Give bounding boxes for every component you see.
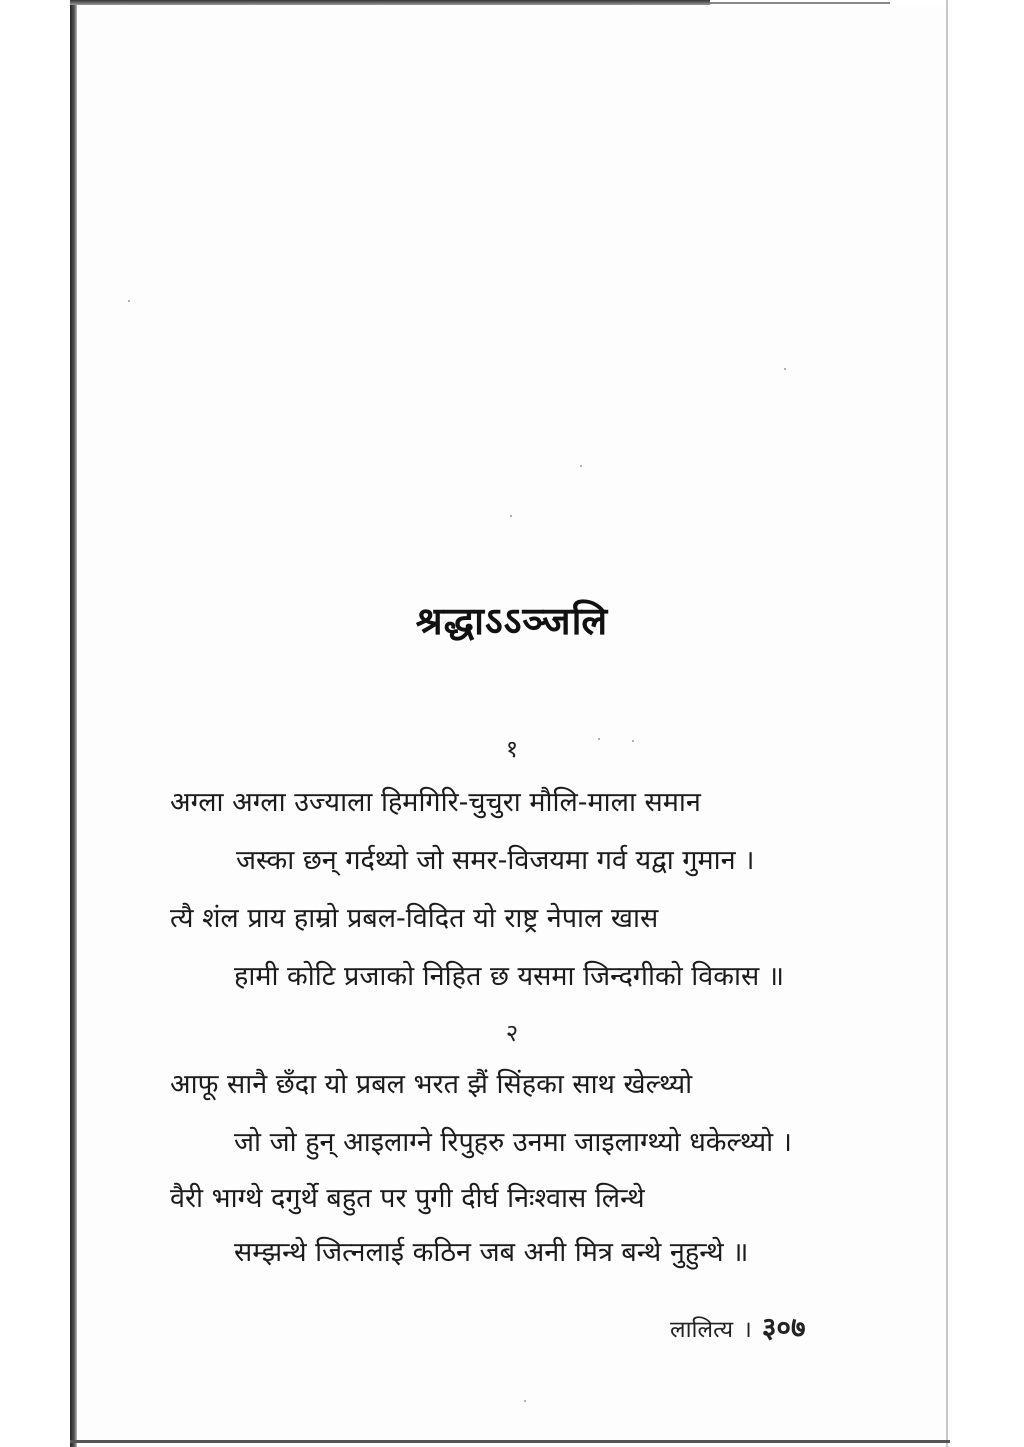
scan-speck [524,1400,526,1402]
footer-separator: । [743,1317,752,1343]
verse-line: जो जो हुन् आइलाग्ने रिपुहरु उनमा जाइलाग्थ्यो धकेल्थ्यो । [234,1127,792,1158]
stanza-number: १ [505,735,519,763]
page-edge-bottom [70,1440,950,1443]
page-edge-right [946,0,948,1447]
verse-line: अग्ला अग्ला उज्याला हिमगिरि-चुचुरा मौलि-माला समान [170,787,701,818]
verse-line: जस्का छन् गर्दथ्यो जो समर-विजयमा गर्व यद्वा गुमान । [236,845,755,876]
page-edge-top [70,0,710,5]
scan-speck [510,515,512,517]
page-edge-left [70,0,77,1447]
page-edge-top-right [710,2,890,4]
paper-sheet [78,6,948,1447]
page-footer [670,1308,806,1346]
verse-line: सम्झन्थे जित्नलाई कठिन जब अनी मित्र बन्थे नुहुन्थे ॥ [234,1237,749,1268]
scan-speck [580,465,582,467]
verse-line: वैरी भाग्थे दगुर्थे बहुत पर पुगी दीर्घ निःश्वास लिन्थे [170,1183,645,1214]
verse-line: आफू सानै छँदा यो प्रबल भरत झैं सिंहका साथ खेल्थ्यो [170,1069,693,1100]
scan-speck [128,300,130,302]
stanza-number: २ [505,1019,519,1047]
verse-line: त्यै शंल प्राय हाम्रो प्रबल-विदित यो राष्ट्र नेपाल खास [170,903,659,934]
verse-line: हामी कोटि प्रजाको निहित छ यसमा जिन्दगीको विकास ॥ [234,961,785,992]
book-title: लालित्य [670,1317,734,1343]
poem-title: श्रद्धाऽऽञ्जलि [415,599,609,643]
scan-speck [784,368,786,370]
page-number: ३०७ [761,1311,806,1344]
